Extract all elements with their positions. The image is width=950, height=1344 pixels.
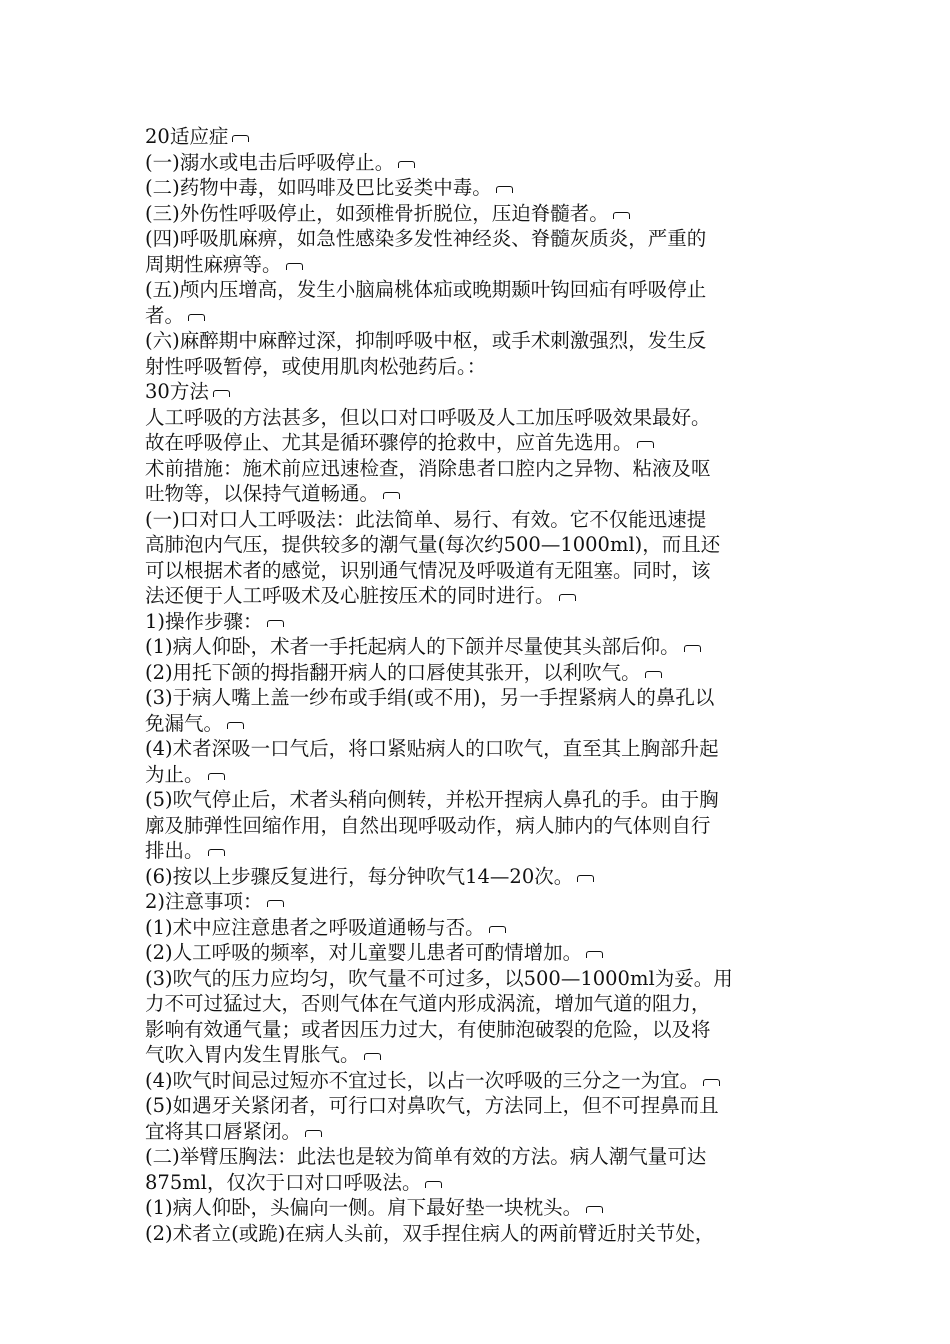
line-text: 法还便于人工呼吸术及心脏按压术的同时进行。	[145, 584, 555, 607]
paragraph-mark-icon	[613, 212, 630, 219]
text-line	[145, 991, 815, 1017]
line-text: (五)颅内压增高，发生小脑扁桃体疝或晚期颞叶钩回疝有呼吸停止	[145, 278, 707, 301]
paragraph-mark-icon	[232, 135, 249, 142]
line-text: 影响有效通气量；或者因压力过大，有使肺泡破裂的危险，以及将	[145, 1017, 711, 1041]
line-text: (1)术中应注意患者之呼吸道通畅与否。	[145, 915, 485, 939]
text-line	[145, 762, 815, 788]
text-line	[145, 940, 815, 966]
paragraph-mark-icon	[684, 645, 701, 652]
text-line	[145, 1068, 815, 1094]
text-line	[145, 1017, 815, 1043]
paragraph-mark-icon	[645, 671, 662, 678]
text-line	[145, 532, 815, 558]
text-line	[145, 1221, 815, 1247]
paragraph-mark-icon	[637, 441, 654, 448]
text-line	[145, 328, 815, 354]
text-line	[145, 507, 815, 533]
text-line	[145, 558, 815, 584]
text-line	[145, 226, 815, 252]
text-line	[145, 711, 815, 737]
line-text: (一)口对口人工呼吸法：此法简单、易行、有效。它不仅能迅速提	[145, 507, 707, 531]
line-text: (2)人工呼吸的频率，对儿童婴儿患者可酌情增加。	[145, 941, 583, 964]
text-line	[145, 405, 815, 431]
line-text: 射性呼吸暂停，或使用肌肉松弛药后。：	[145, 354, 487, 378]
paragraph-mark-icon	[586, 1206, 603, 1213]
paragraph-mark-icon	[267, 620, 284, 627]
line-text: 1)操作步骤：	[145, 609, 263, 633]
text-line	[145, 864, 815, 890]
line-text: 者。	[145, 303, 185, 327]
line-text: (5)如遇牙关紧闭者，可行口对鼻吹气，方法同上，但不可捏鼻而且	[145, 1094, 719, 1117]
paragraph-mark-icon	[383, 492, 400, 499]
paragraph-mark-icon	[496, 186, 513, 193]
line-text: 高肺泡内气压，提供较多的潮气量(每次约500—1000ml)，而且还	[145, 533, 721, 556]
paragraph-mark-icon	[489, 926, 506, 933]
line-text: 术前措施：施术前应迅速检查，消除患者口腔内之异物、粘液及呕	[145, 456, 711, 480]
line-text: 周期性麻痹等。	[145, 252, 282, 276]
line-text: 排出。	[145, 839, 204, 862]
text-line	[145, 583, 815, 609]
text-line	[145, 175, 815, 201]
text-line	[145, 1144, 815, 1170]
paragraph-mark-icon	[577, 875, 594, 882]
line-text: (2)术者立(或跪)在病人头前，双手捏住病人的两前臂近肘关节处，	[145, 1221, 715, 1245]
line-text: (4)吹气时间忌过短亦不宜过长，以占一次呼吸的三分之一为宜。	[145, 1068, 700, 1092]
line-text: 30方法	[145, 380, 209, 403]
text-line	[145, 787, 815, 813]
line-text: (1)病人仰卧，头偏向一侧。肩下最好垫一块枕头。	[145, 1196, 583, 1219]
paragraph-mark-icon	[208, 773, 225, 780]
line-text: (6)按以上步骤反复进行，每分钟吹气14—20次。	[145, 864, 574, 888]
text-line	[145, 634, 815, 660]
text-line	[145, 303, 815, 329]
paragraph-mark-icon	[227, 722, 244, 729]
line-text: 为止。	[145, 762, 204, 786]
line-text: 可以根据术者的感觉，识别通气情况及呼吸道有无阻塞。同时，该	[145, 558, 711, 582]
text-line	[145, 660, 815, 686]
line-text: (5)吹气停止后，术者头稍向侧转，并松开捏病人鼻孔的手。由于胸	[145, 788, 719, 811]
text-line	[145, 252, 815, 278]
text-line	[145, 736, 815, 762]
text-line	[145, 1093, 815, 1119]
text-line	[145, 966, 815, 992]
line-text: 875ml，仅次于口对口呼吸法。	[145, 1170, 422, 1194]
text-line	[145, 379, 815, 405]
text-line	[145, 277, 815, 303]
text-line	[145, 1119, 815, 1145]
text-line	[145, 813, 815, 839]
line-text: (2)用托下颌的拇指翻开病人的口唇使其张开，以利吹气。	[145, 660, 641, 684]
text-line	[145, 915, 815, 941]
line-text: (一)溺水或电击后呼吸停止。	[145, 150, 395, 174]
paragraph-mark-icon	[267, 900, 284, 907]
line-text: 气吹入胃内发生胃胀气。	[145, 1043, 360, 1066]
text-line	[145, 1195, 815, 1221]
paragraph-mark-icon	[208, 849, 225, 856]
text-line	[145, 1042, 815, 1068]
text-line	[145, 430, 815, 456]
paragraph-mark-icon	[213, 390, 230, 397]
text-line	[145, 354, 815, 380]
paragraph-mark-icon	[188, 314, 205, 321]
text-line	[145, 838, 815, 864]
paragraph-mark-icon	[286, 263, 303, 270]
line-text: 免漏气。	[145, 711, 224, 735]
paragraph-mark-icon	[305, 1130, 322, 1137]
text-line	[145, 609, 815, 635]
line-text: 力不可过猛过大，否则气体在气道内形成涡流，增加气道的阻力，	[145, 992, 711, 1015]
line-text: 2)注意事项：	[145, 890, 263, 913]
line-text: (1)病人仰卧，术者一手托起病人的下颌并尽量使其头部后仰。	[145, 635, 680, 658]
line-text: 人工呼吸的方法甚多，但以口对口呼吸及人工加压呼吸效果最好。	[145, 405, 711, 429]
line-text: 宜将其口唇紧闭。	[145, 1119, 302, 1143]
text-line	[145, 1170, 815, 1196]
line-text: (3)于病人嘴上盖一纱布或手绢(或不用)，另一手捏紧病人的鼻孔以	[145, 686, 715, 709]
line-text: (六)麻醉期中麻醉过深，抑制呼吸中枢，或手术刺激强烈，发生反	[145, 329, 707, 352]
line-text: (4)术者深吸一口气后，将口紧贴病人的口吹气，直至其上胸部升起	[145, 737, 719, 760]
document-body	[145, 124, 815, 1246]
text-line	[145, 456, 815, 482]
line-text: (三)外伤性呼吸停止，如颈椎骨折脱位，压迫脊髓者。	[145, 201, 609, 225]
paragraph-mark-icon	[398, 161, 415, 168]
paragraph-mark-icon	[586, 951, 603, 958]
line-text: (二)举臂压胸法：此法也是较为简单有效的方法。病人潮气量可达	[145, 1145, 707, 1168]
line-text: (二)药物中毒，如吗啡及巴比妥类中毒。	[145, 176, 492, 199]
line-text: 故在呼吸停止、尤其是循环骤停的抢救中，应首先选用。	[145, 431, 633, 454]
paragraph-mark-icon	[703, 1079, 720, 1086]
text-line	[145, 481, 815, 507]
text-line	[145, 685, 815, 711]
paragraph-mark-icon	[364, 1053, 381, 1060]
text-line	[145, 124, 815, 150]
paragraph-mark-icon	[559, 594, 576, 601]
paragraph-mark-icon	[425, 1181, 442, 1188]
line-text: (3)吹气的压力应均匀，吹气量不可过多，以500—1000ml为妥。用	[145, 966, 733, 990]
text-line	[145, 201, 815, 227]
text-line	[145, 889, 815, 915]
line-text: (四)呼吸肌麻痹，如急性感染多发性神经炎、脊髓灰质炎，严重的	[145, 227, 707, 250]
text-line	[145, 150, 815, 176]
line-text: 廓及肺弹性回缩作用，自然出现呼吸动作，病人肺内的气体则自行	[145, 813, 711, 837]
line-text: 20适应症	[145, 125, 229, 148]
line-text: 吐物等，以保持气道畅通。	[145, 482, 380, 505]
